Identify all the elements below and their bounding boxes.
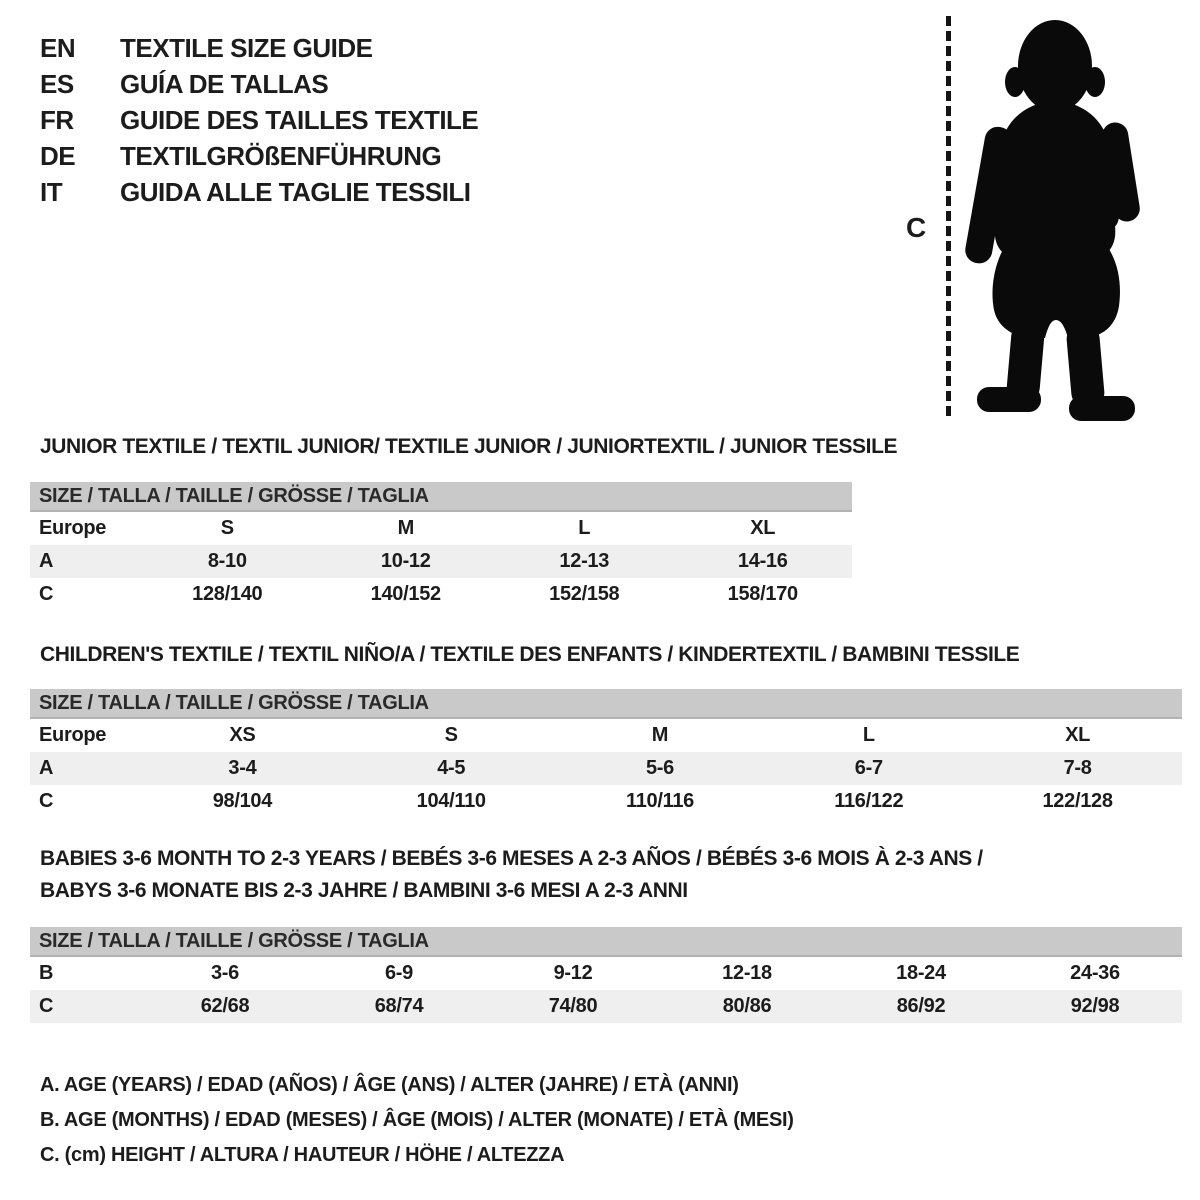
babies-size-header-bar: SIZE / TALLA / TAILLE / GRÖSSE / TAGLIA <box>30 927 1182 957</box>
junior-section-title: JUNIOR TEXTILE / TEXTIL JUNIOR/ TEXTILE JUNIOR / JUNIORTEXTIL / JUNIOR TESSILE <box>40 435 898 458</box>
lang-row-de <box>40 138 478 174</box>
table-row <box>30 752 1182 785</box>
cell: L <box>862 724 875 746</box>
table-row <box>30 785 1182 818</box>
table-row <box>30 719 1182 752</box>
cell: 18-24 <box>896 962 946 984</box>
cell: 80/86 <box>722 995 772 1017</box>
guide-title-it: GUIDA ALLE TAGLIE TESSILI <box>120 176 471 207</box>
cell: 92/98 <box>1070 995 1120 1017</box>
cell: 8-10 <box>207 550 247 572</box>
table-row <box>30 578 852 611</box>
cell: S <box>220 517 234 539</box>
babies-section-title-line1: BABIES 3-6 MONTH TO 2-3 YEARS / BEBÉS 3-6 MESES A 2-3 AÑOS / BÉBÉS 3-6 MOIS À 2-3 ANS / <box>40 847 983 870</box>
cell: 7-8 <box>1063 757 1092 779</box>
row-label: A <box>39 757 54 779</box>
table-row <box>30 957 1182 990</box>
cell: 74/80 <box>548 995 598 1017</box>
table-row <box>30 512 852 545</box>
cell: 6-7 <box>854 757 883 779</box>
cell: 62/68 <box>200 995 250 1017</box>
lang-code: DE <box>40 140 76 171</box>
cell: XL <box>750 517 776 539</box>
height-measure-dashed-line <box>946 16 951 416</box>
children-size-header-bar: SIZE / TALLA / TAILLE / GRÖSSE / TAGLIA <box>30 689 1182 719</box>
babies-size-table <box>30 927 1182 1023</box>
row-label: C <box>39 583 54 605</box>
cell: S <box>444 724 458 746</box>
cell: 110/116 <box>625 790 694 812</box>
legend <box>40 1068 794 1173</box>
cell: L <box>578 517 591 539</box>
cell: 9-12 <box>553 962 593 984</box>
row-label: Europe <box>39 724 107 746</box>
cell: 122/128 <box>1042 790 1113 812</box>
cell: 128/140 <box>192 583 263 605</box>
cell: 86/92 <box>896 995 946 1017</box>
cell: 140/152 <box>370 583 441 605</box>
cell: 12-18 <box>722 962 772 984</box>
table-row <box>30 545 852 578</box>
table-row <box>30 990 1182 1023</box>
junior-size-header-bar: SIZE / TALLA / TAILLE / GRÖSSE / TAGLIA <box>30 482 852 512</box>
cell: 14-16 <box>737 550 788 572</box>
legend-age-years: A. AGE (YEARS) / EDAD (AÑOS) / ÂGE (ANS) / ALTER (JAHRE) / ETÀ (ANNI) <box>40 1074 739 1096</box>
row-label: Europe <box>39 517 107 539</box>
legend-age-months: B. AGE (MONTHS) / EDAD (MESES) / ÂGE (MOIS) / ALTER (MONATE) / ETÀ (MESI) <box>40 1109 794 1131</box>
row-label: A <box>39 550 54 572</box>
cell: 152/158 <box>549 583 620 605</box>
cell: 68/74 <box>374 995 424 1017</box>
cell: 5-6 <box>645 757 674 779</box>
guide-title-fr: GUIDE DES TAILLES TEXTILE <box>120 104 479 135</box>
cell: XL <box>1065 724 1091 746</box>
cell: 24-36 <box>1070 962 1120 984</box>
language-title-list <box>40 30 478 210</box>
children-size-table <box>30 689 1182 818</box>
junior-size-table <box>30 482 852 611</box>
height-measure-label: C <box>906 212 927 243</box>
cell: M <box>397 517 414 539</box>
lang-code: FR <box>40 104 74 135</box>
toddler-silhouette-icon <box>963 10 1147 422</box>
cell: 3-6 <box>210 962 239 984</box>
cell: 98/104 <box>212 790 273 812</box>
guide-title-es: GUÍA DE TALLAS <box>120 68 329 99</box>
lang-code: ES <box>40 68 74 99</box>
cell: 116/122 <box>834 790 904 812</box>
lang-row-it <box>40 174 478 210</box>
cell: 12-13 <box>559 550 610 572</box>
babies-section-title-line2: BABYS 3-6 MONATE BIS 2-3 JAHRE / BAMBINI 3-6 MESI A 2-3 ANNI <box>40 879 688 902</box>
lang-row-fr <box>40 102 478 138</box>
row-label: B <box>39 962 54 984</box>
row-label: C <box>39 995 54 1017</box>
lang-code: EN <box>40 32 76 63</box>
children-section-title: CHILDREN'S TEXTILE / TEXTIL NIÑO/A / TEXTILE DES ENFANTS / KINDERTEXTIL / BAMBINI TESSILE <box>40 643 1020 666</box>
legend-height-cm: C. (cm) HEIGHT / ALTURA / HAUTEUR / HÖHE / ALTEZZA <box>40 1144 565 1166</box>
guide-title-de: TEXTILGRÖßENFÜHRUNG <box>120 140 442 171</box>
cell: 104/110 <box>416 790 486 812</box>
lang-row-es <box>40 66 478 102</box>
cell: 4-5 <box>437 757 466 779</box>
cell: 3-4 <box>228 757 257 779</box>
cell: 6-9 <box>384 962 413 984</box>
guide-title-en: TEXTILE SIZE GUIDE <box>120 32 373 63</box>
cell: M <box>651 724 669 746</box>
cell: XS <box>229 724 256 746</box>
lang-row-en <box>40 30 478 66</box>
lang-code: IT <box>40 176 63 207</box>
row-label: C <box>39 790 54 812</box>
cell: 158/170 <box>727 583 798 605</box>
cell: 10-12 <box>380 550 431 572</box>
